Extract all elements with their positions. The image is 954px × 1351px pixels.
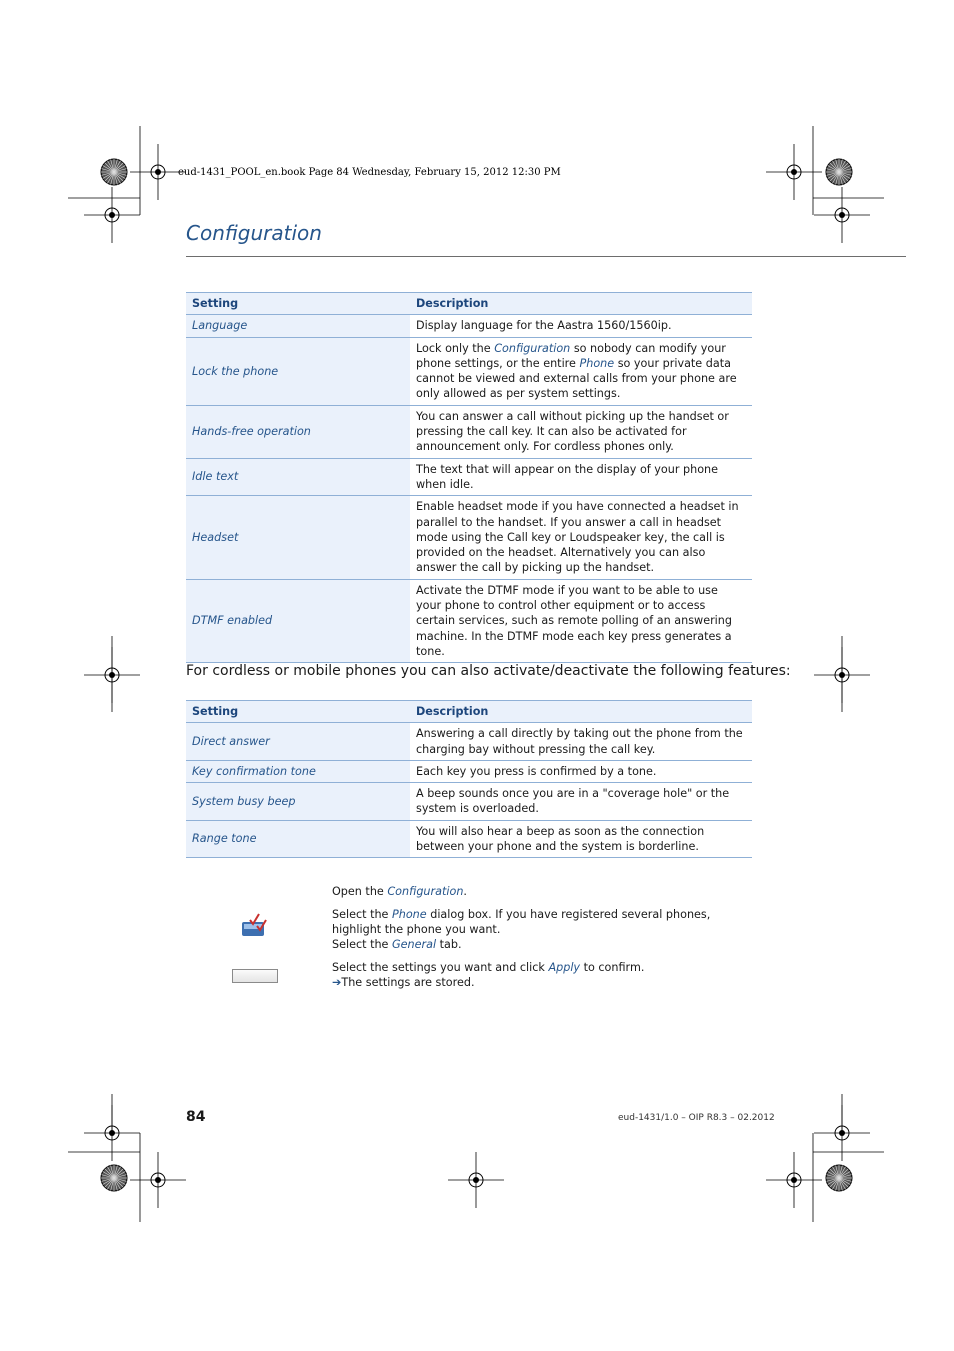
description-text: You will also hear a beep as soon as the connection between your phone and the system is borderline. — [416, 824, 705, 854]
table-row — [186, 458, 752, 496]
description-text: Display language for the Aastra 1560/1560ip. — [416, 319, 672, 333]
reg-mark-br-dot — [791, 1177, 797, 1183]
apply-link[interactable]: Apply — [548, 961, 581, 974]
table-row — [186, 760, 752, 782]
reg-mark-tl2-dot — [109, 212, 115, 218]
settings-table — [186, 292, 752, 663]
setting-description — [410, 337, 752, 405]
description-text: Lock only the — [416, 341, 495, 355]
description-text: Activate the DTMF mode if you want to be able to use your phone to control other equipment or to access certain services, such as remote polling of an answering machine. In the DTMF mode each key press generates a tone. — [416, 583, 732, 658]
table-row — [186, 820, 752, 858]
book-header: eud-1431_POOL_en.book Page 84 Wednesday, February 15, 2012 12:30 PM — [178, 167, 561, 178]
table-header-row — [186, 293, 752, 315]
setting-column-header: Setting — [186, 293, 410, 315]
cordless-settings-table — [186, 700, 752, 858]
setting-description — [410, 496, 752, 579]
table-row — [186, 579, 752, 662]
setting-description — [410, 579, 752, 662]
description-text: Enable headset mode if you have connected a headset in parallel to the handset. If you answer a call in headset mode using the Call key or Loudspeaker key, the call is provided on the headset. Alternatively you can also answer the call by picking up the handset. — [416, 500, 739, 575]
configuration-link[interactable]: Configuration — [387, 885, 464, 898]
reg-mark-bc-dot — [473, 1177, 479, 1183]
step-select-phone: Select the Phone dialog box. If you have registered several phones, highlight the phone you want. Select the General tab. — [332, 908, 711, 952]
description-text: Answering a call directly by taking out the phone from the charging bay without pressing the call key. — [416, 727, 743, 756]
setting-name: Range tone — [186, 820, 410, 858]
setting-name: Idle text — [186, 458, 410, 496]
setting-name: Language — [186, 315, 410, 337]
intro-paragraph: For cordless or mobile phones you can also activate/deactivate the following features: — [186, 663, 791, 679]
table-row — [186, 723, 752, 761]
phone-dialog-link[interactable]: Phone — [392, 908, 427, 921]
setting-name: DTMF enabled — [186, 579, 410, 662]
title-divider — [186, 256, 906, 257]
description-text: so your private data cannot be viewed and external calls from your phone are only allowed as per system settings. — [416, 356, 737, 401]
apply-button[interactable] — [232, 969, 278, 983]
table-row — [186, 315, 752, 337]
description-text: The text that will appear on the display of your phone when idle. — [416, 462, 719, 491]
description-text: Each key you press is confirmed by a tone. — [416, 764, 657, 778]
reg-mark-tr-dot — [791, 169, 797, 175]
setting-description — [410, 315, 752, 337]
page-number: 84 — [186, 1109, 206, 1125]
setting-name: System busy beep — [186, 783, 410, 821]
reg-mark-tr2-dot — [839, 212, 845, 218]
ui-term: Phone — [579, 356, 615, 370]
result-text: The settings are stored. — [341, 976, 475, 990]
result-arrow-icon: ➔ — [332, 976, 342, 990]
description-column-header: Description — [410, 293, 752, 315]
setting-name: Key confirmation tone — [186, 760, 410, 782]
setting-description — [410, 458, 752, 496]
setting-description — [410, 760, 752, 782]
setting-name: Lock the phone — [186, 337, 410, 405]
description-text: You can answer a call without picking up the handset or pressing the call key. It can also be activated for announcement only. For cordless phones only. — [416, 409, 729, 454]
setting-description — [410, 820, 752, 858]
table-header-row — [186, 701, 752, 723]
table-row — [186, 496, 752, 579]
setting-column-header: Setting — [186, 701, 410, 723]
setting-name: Headset — [186, 496, 410, 579]
table-row — [186, 405, 752, 458]
reg-mark-tl-dot — [155, 169, 161, 175]
table-row — [186, 783, 752, 821]
setting-description — [410, 405, 752, 458]
page-title: Configuration — [186, 221, 322, 245]
ui-term: Configuration — [494, 341, 571, 355]
description-text: A beep sounds once you are in a "coverage hole" or the system is overloaded. — [416, 787, 730, 816]
setting-name: Direct answer — [186, 723, 410, 761]
phone-settings-icon — [241, 912, 269, 938]
general-tab-link[interactable]: General — [392, 938, 437, 952]
step-open-configuration: Open the Configuration. — [332, 885, 467, 898]
document-code: eud-1431/1.0 – OIP R8.3 – 02.2012 — [618, 1113, 775, 1123]
setting-description — [410, 723, 752, 761]
setting-description — [410, 783, 752, 821]
description-column-header: Description — [410, 701, 752, 723]
reg-mark-bl2-dot — [155, 1177, 161, 1183]
description-text: so nobody can modify your phone settings, or the entire — [416, 341, 726, 370]
table-row — [186, 337, 752, 405]
step-apply: Select the settings you want and click Apply to confirm. ➔The settings are stored. — [332, 961, 645, 990]
setting-name: Hands-free operation — [186, 405, 410, 458]
